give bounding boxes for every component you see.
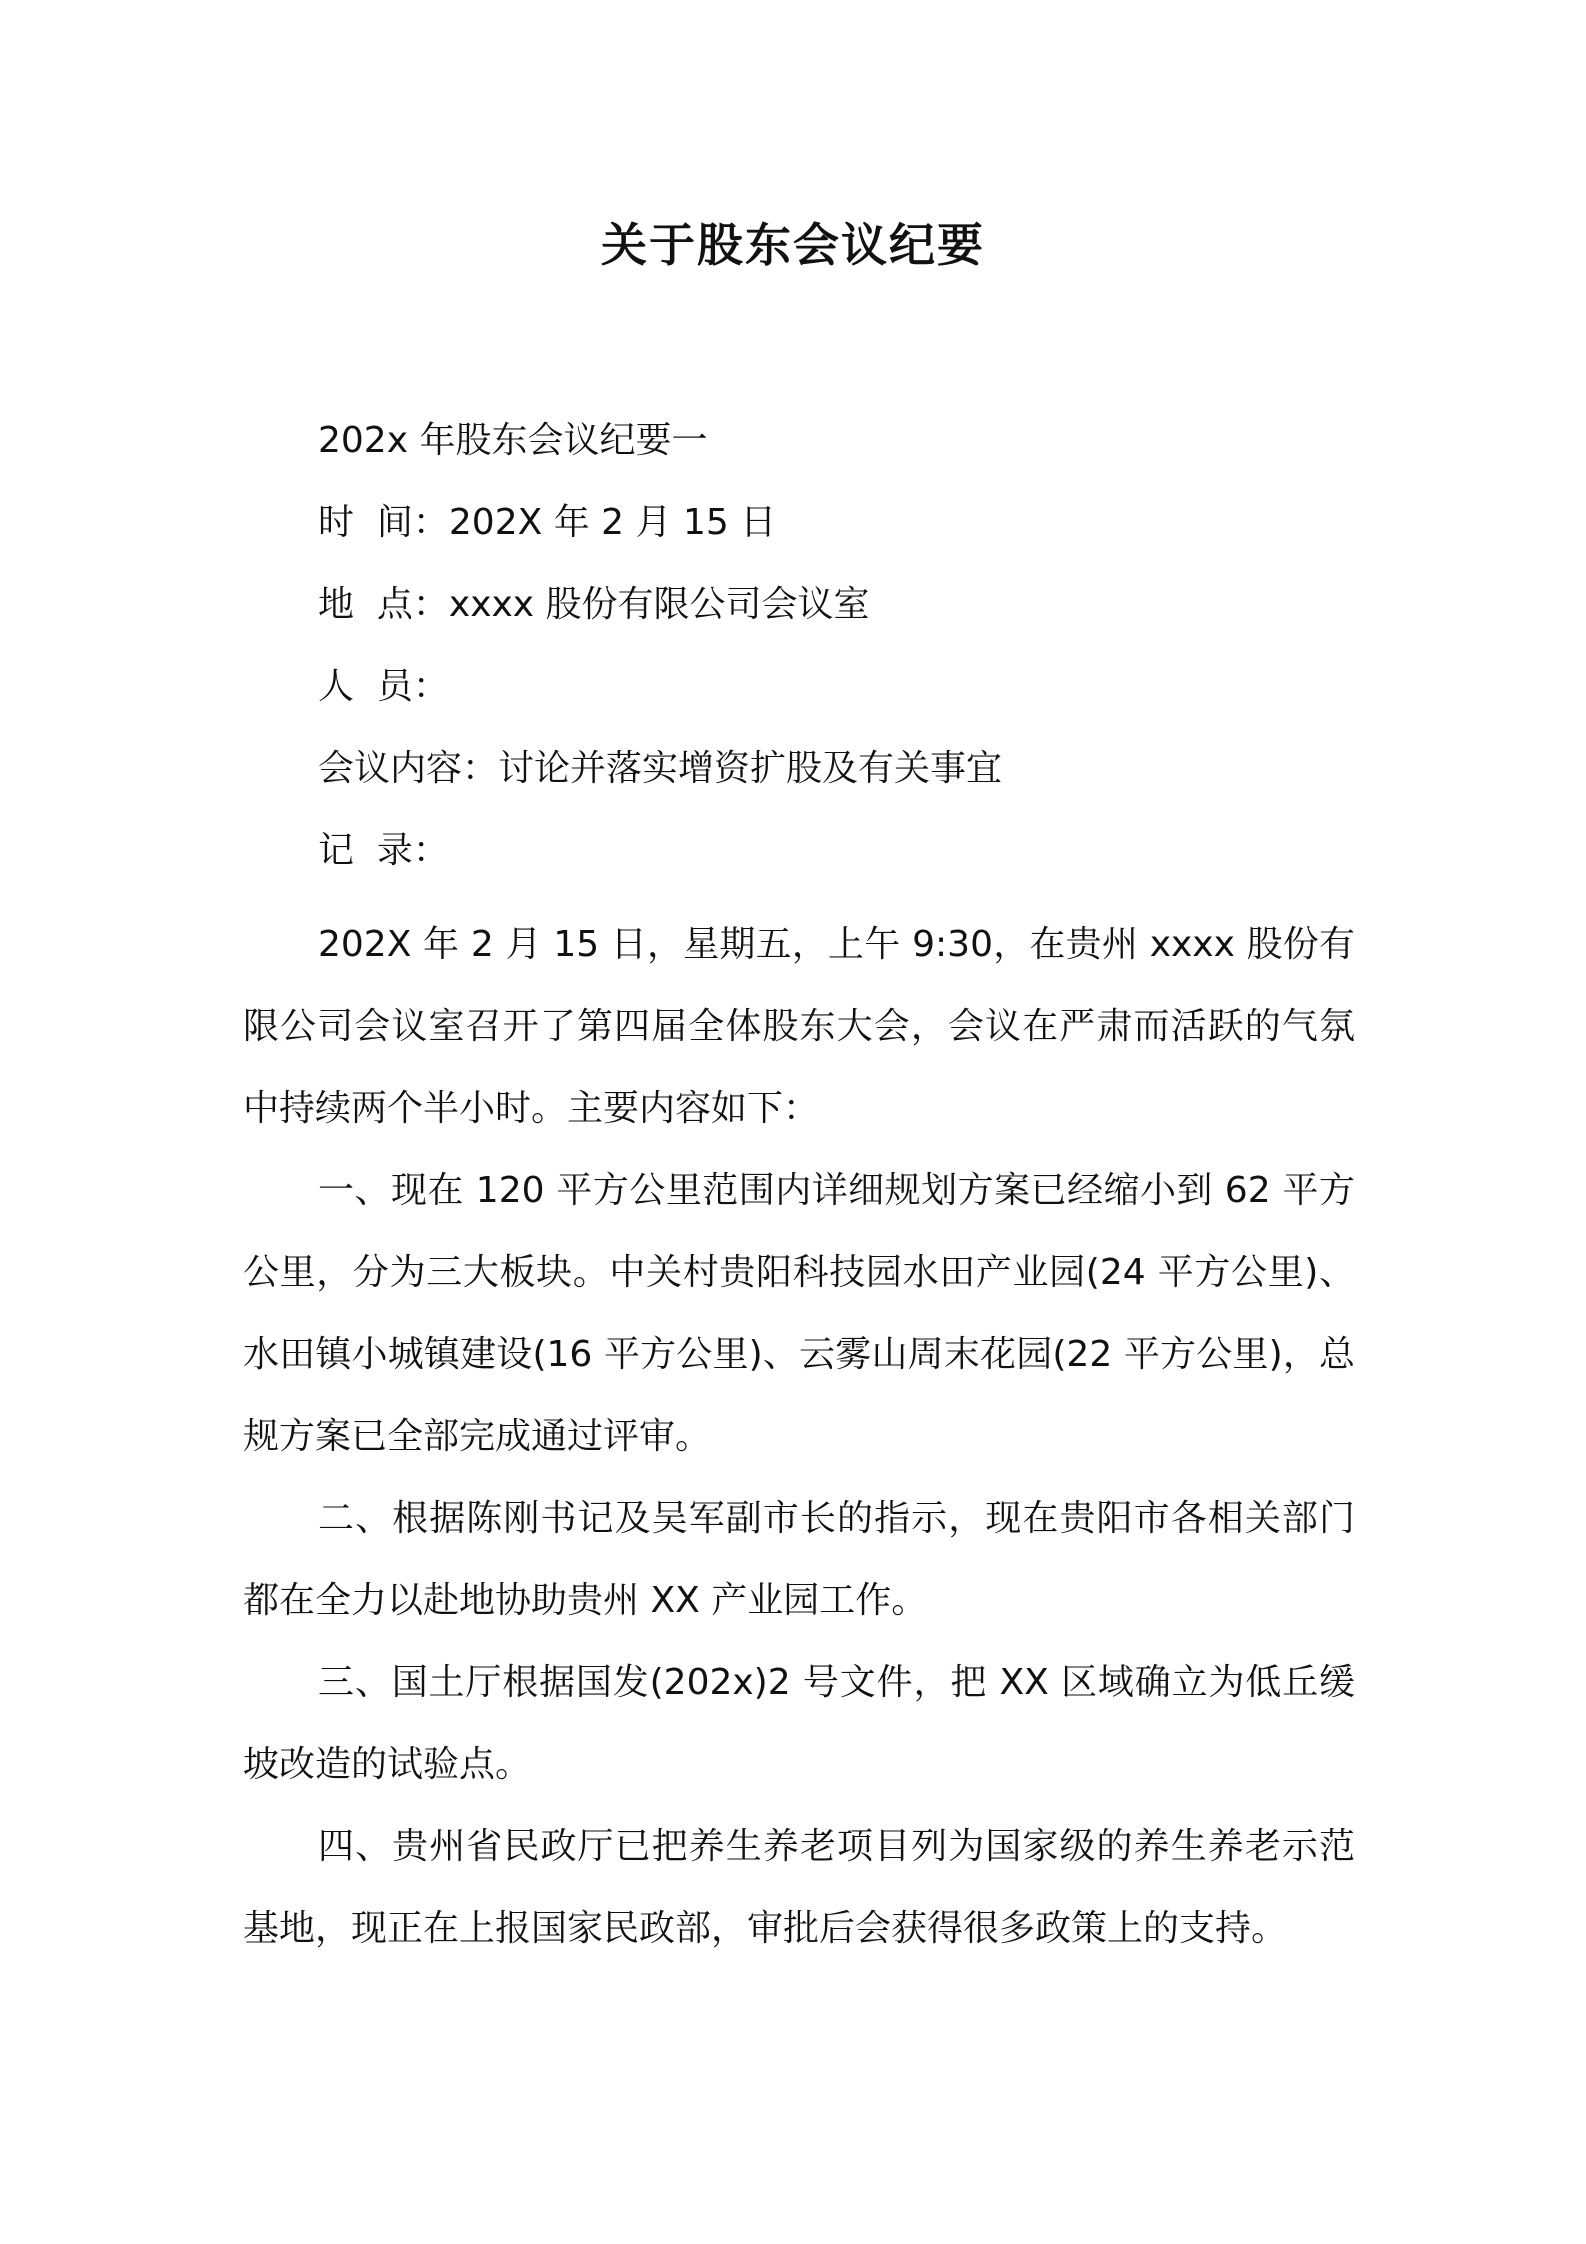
- meeting-topic: 会议内容：讨论并落实增资扩股及有关事宜: [318, 748, 1003, 789]
- paragraph-item-3: 三、国土厅根据国发(202x)2 号文件，把 XX 区域确立为低丘缓坡改造的试验点。: [243, 1662, 1355, 1785]
- paragraph-item-2: 二、根据陈刚书记及吴军副市长的指示，现在贵阳市各相关部门都在全力以赴地协助贵州 XX 产业园工作。: [243, 1498, 1355, 1621]
- paragraph-item-1: 一、现在 120 平方公里范围内详细规划方案已经缩小到 62 平方公里，分为三大板块。中关村贵阳科技园水田产业园(24 平方公里)、水田镇小城镇建设(16 平方公里)、云雾山周末花园(22 平方公里)，总规方案已全部完成通过评审。: [243, 1170, 1355, 1457]
- minutes-subtitle: 202x 年股东会议纪要一: [318, 420, 708, 461]
- meeting-recorder: 记 录：: [318, 830, 449, 871]
- meeting-time: 时 间：202X 年 2 月 15 日: [318, 502, 777, 543]
- document-title: 关于股东会议纪要: [601, 218, 985, 272]
- meeting-attendees: 人 员：: [318, 666, 449, 707]
- meeting-info: [318, 400, 1358, 892]
- paragraph-item-4: 四、贵州省民政厅已把养生养老项目列为国家级的养生养老示范基地，现正在上报国家民政部，审批后会获得很多政策上的支持。: [243, 1826, 1355, 1949]
- paragraph-intro: 202X 年 2 月 15 日，星期五，上午 9:30，在贵州 xxxx 股份有限公司会议室召开了第四届全体股东大会，会议在严肃而活跃的气氛中持续两个半小时。主要内容如下：: [243, 924, 1355, 1129]
- minutes-body: [243, 904, 1355, 1970]
- meeting-place: 地 点：xxxx 股份有限公司会议室: [318, 584, 870, 625]
